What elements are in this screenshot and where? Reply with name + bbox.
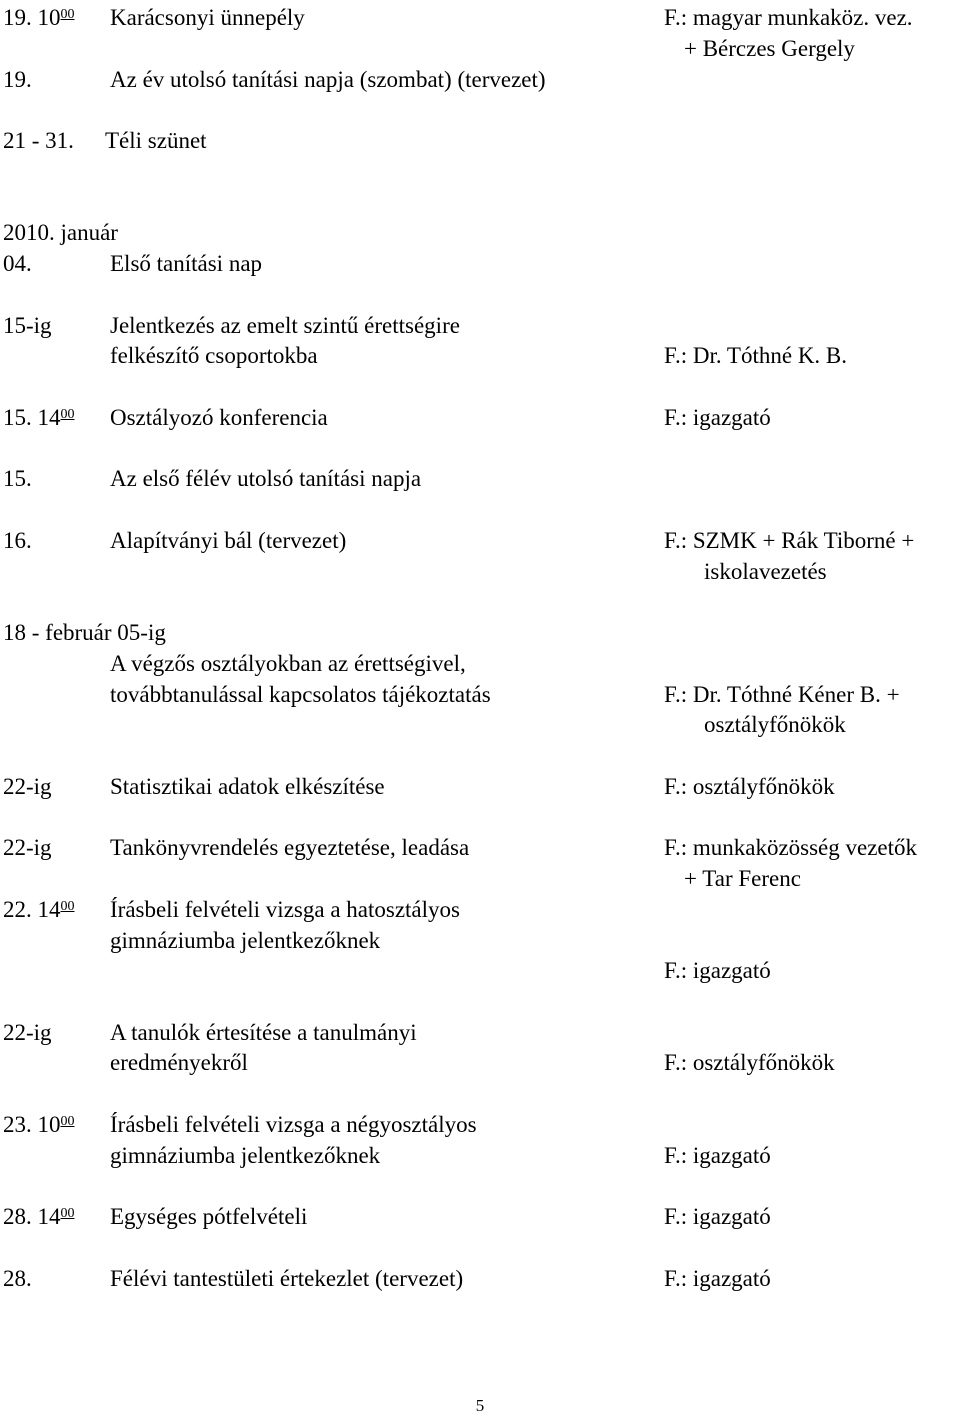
schedule-row-continuation [0, 648, 960, 679]
schedule-row [0, 1263, 960, 1294]
event-cell: Téli szünet [105, 128, 207, 153]
date-cell: 15. $14^{00}$ [3, 405, 75, 430]
event-cell: gimnáziumba jelentkezőknek [110, 928, 381, 953]
responsible-cell: + Bérczes Gergely [684, 36, 855, 61]
event-cell: eredményekről [110, 1050, 248, 1075]
responsible-cell: F.: igazgató [664, 405, 771, 430]
date-cell: 22-ig [3, 835, 52, 860]
responsible-cell: F.: igazgató [664, 958, 771, 983]
event-cell: Az első félév utolsó tanítási napja [110, 466, 422, 491]
event-cell: Karácsonyi ünnepély [110, 5, 305, 30]
event-cell: gimnáziumba jelentkezőknek [110, 1143, 381, 1168]
date-cell: 23. $10^{00}$ [3, 1112, 75, 1137]
responsible-cell: F.: osztályfőnökök [664, 1050, 835, 1075]
date-cell: 22-ig [3, 1020, 52, 1045]
schedule-row [0, 1201, 960, 1232]
date-cell: 15-ig [3, 313, 52, 338]
schedule-row [0, 617, 960, 648]
schedule-row [0, 310, 960, 341]
date-cell: 22-ig [3, 774, 52, 799]
event-cell: Az év utolsó tanítási napja (szombat) (tervezet) [110, 67, 546, 92]
schedule-row [0, 1109, 960, 1140]
schedule-row [0, 463, 960, 494]
schedule-row-continuation [0, 556, 960, 587]
schedule-row-continuation [0, 1047, 960, 1078]
responsible-cell: F.: SZMK + Rák Tiborné + [664, 528, 915, 553]
page-number: 5 [475, 1396, 485, 1415]
date-cell: 19. [3, 67, 32, 92]
date-cell: 21 - 31. [3, 128, 74, 153]
date-cell: 04. [3, 251, 32, 276]
schedule-row-continuation [0, 340, 960, 371]
schedule-row [0, 2, 960, 33]
schedule-row-continuation [0, 33, 960, 64]
responsible-cell: F.: osztályfőnökök [664, 774, 835, 799]
schedule-row [0, 125, 960, 156]
responsible-cell: F.: Dr. Tóthné Kéner B. + [664, 682, 900, 707]
schedule-row [0, 894, 960, 925]
schedule-row [0, 248, 960, 279]
responsible-cell: F.: igazgató [664, 1204, 771, 1229]
event-cell: A végzős osztályokban az érettségivel, [110, 651, 466, 676]
event-cell: felkészítő csoportokba [110, 343, 318, 368]
event-cell: Statisztikai adatok elkészítése [110, 774, 385, 799]
event-cell: Jelentkezés az emelt szintű érettségire [110, 313, 460, 338]
responsible-cell: F.: Dr. Tóthné K. B. [664, 343, 848, 368]
responsible-cell: F.: igazgató [664, 1143, 771, 1168]
event-cell: Írásbeli felvételi vizsga a hatosztályos [110, 897, 460, 922]
event-cell: Első tanítási nap [110, 251, 263, 276]
responsible-cell: F.: magyar munkaköz. vez. [664, 5, 913, 30]
schedule-row-continuation [0, 679, 960, 710]
responsible-cell: F.: igazgató [664, 1266, 771, 1291]
schedule-row-continuation [0, 955, 960, 986]
schedule-row [0, 832, 960, 863]
schedule-row-continuation [0, 709, 960, 740]
responsible-cell: + Tar Ferenc [684, 866, 801, 891]
date-cell: 28. [3, 1266, 32, 1291]
schedule-row-continuation [0, 863, 960, 894]
event-cell: Egységes pótfelvételi [110, 1204, 308, 1229]
month-heading-text: 2010. január [3, 220, 118, 245]
event-cell: Tankönyvrendelés egyeztetése, leadása [110, 835, 470, 860]
schedule-row-continuation [0, 925, 960, 956]
date-cell: 28. $14^{00}$ [3, 1204, 75, 1229]
date-cell: 22. $14^{00}$ [3, 897, 75, 922]
date-cell: 16. [3, 528, 32, 553]
schedule-row [0, 1017, 960, 1048]
date-cell: 19. $10^{00}$ [3, 5, 75, 30]
event-cell: Írásbeli felvételi vizsga a négyosztályos [110, 1112, 477, 1137]
schedule-row [0, 771, 960, 802]
responsible-cell: F.: munkaközösség vezetők [664, 835, 918, 860]
event-cell: A tanulók értesítése a tanulmányi [110, 1020, 417, 1045]
date-cell: 15. [3, 466, 32, 491]
schedule-row [0, 402, 960, 433]
month-heading [0, 217, 960, 248]
responsible-cell: osztályfőnökök [704, 712, 846, 737]
date-cell: 18 - február 05-ig [3, 620, 166, 645]
event-cell: Félévi tantestületi értekezlet (tervezet) [110, 1266, 464, 1291]
schedule-row-continuation [0, 1140, 960, 1171]
responsible-cell: iskolavezetés [704, 559, 827, 584]
event-cell: továbbtanulással kapcsolatos tájékoztatás [110, 682, 491, 707]
schedule-row [0, 525, 960, 556]
schedule-row [0, 64, 960, 95]
event-cell: Osztályozó konferencia [110, 405, 328, 430]
event-cell: Alapítványi bál (tervezet) [110, 528, 347, 553]
